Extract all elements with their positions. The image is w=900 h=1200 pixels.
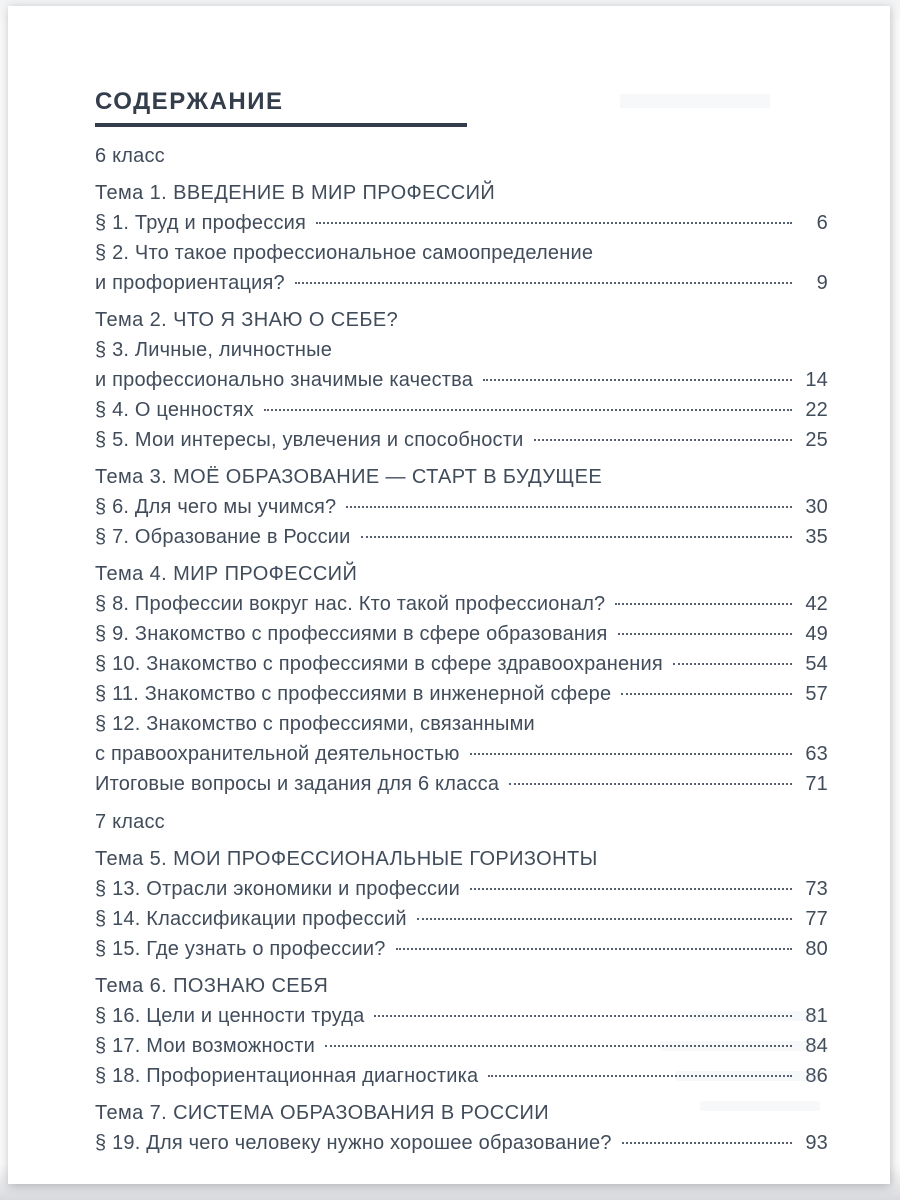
toc-entry-line: [95, 1061, 828, 1091]
page-number: 81: [805, 1005, 828, 1027]
page-number: 80: [805, 938, 828, 960]
dotted-leader: [361, 536, 792, 538]
toc-entry-line: [95, 395, 828, 425]
toc-entry-text: § 7. Образование в России: [95, 526, 351, 548]
toc-entry-line: [95, 522, 828, 552]
toc-entry-text: § 9. Знакомство с профессиями в сфере образования: [95, 623, 608, 645]
dotted-leader: [470, 888, 792, 890]
page-number: 6: [816, 212, 828, 234]
theme-heading: Тема 2. ЧТО Я ЗНАЮ О СЕБЕ?: [95, 309, 399, 331]
theme-heading: Тема 6. ПОЗНАЮ СЕБЯ: [95, 975, 329, 997]
toc-entry-line: [95, 1128, 828, 1158]
toc-entry-line: [95, 679, 828, 709]
toc-entry-line: [95, 709, 828, 739]
page-number: 35: [805, 526, 828, 548]
toc-entry-text: § 16. Цели и ценности труда: [95, 1005, 365, 1027]
toc-entry-text: Итоговые вопросы и задания для 6 класса: [95, 773, 500, 795]
dotted-leader: [483, 379, 792, 381]
grade-heading: 7 класс: [95, 811, 165, 833]
toc-entry-line: [95, 268, 828, 298]
print-bleed-artifact: [620, 94, 770, 108]
theme-heading: Тема 7. СИСТЕМА ОБРАЗОВАНИЯ В РОССИИ: [95, 1102, 550, 1124]
toc-entry-text: § 8. Профессии вокруг нас. Кто такой профессионал?: [95, 593, 606, 615]
theme-heading: Тема 3. МОЁ ОБРАЗОВАНИЕ — СТАРТ В БУДУЩЕЕ: [95, 466, 603, 488]
toc-entry-text: § 14. Классификации профессий: [95, 908, 407, 930]
toc-entry-line: [95, 335, 828, 365]
dotted-leader: [615, 603, 792, 605]
toc-entry-line: [95, 649, 828, 679]
toc-entry-text: § 15. Где узнать о профессии?: [95, 938, 386, 960]
dotted-leader: [621, 693, 792, 695]
dotted-leader: [264, 409, 792, 411]
toc-entry-line: [95, 874, 828, 904]
page-number: 54: [805, 653, 828, 675]
dotted-leader: [618, 633, 792, 635]
dotted-leader: [534, 439, 793, 441]
toc-entry-text: § 4. О ценностях: [95, 399, 254, 421]
toc-entry-line: [95, 238, 828, 268]
toc-entry-text: § 17. Мои возможности: [95, 1035, 315, 1057]
dotted-leader: [417, 918, 792, 920]
page-number: 9: [816, 272, 828, 294]
toc-title: СОДЕРЖАНИЕ: [95, 88, 284, 115]
toc-entry-text: § 6. Для чего мы учимся?: [95, 496, 337, 518]
toc-entry-text: § 13. Отрасли экономики и профессии: [95, 878, 460, 900]
toc-entry-line: [95, 619, 828, 649]
theme-heading: Тема 4. МИР ПРОФЕССИЙ: [95, 563, 358, 585]
page-number: 63: [805, 743, 828, 765]
toc-entry-line: [95, 208, 828, 238]
dotted-leader: [295, 282, 792, 284]
toc-entry-text: § 11. Знакомство с профессиями в инженерной сфере: [95, 683, 612, 705]
page-number: 49: [805, 623, 828, 645]
toc-entry-text: и профессионально значимые качества: [95, 369, 474, 391]
toc-entry-line: [95, 1031, 828, 1061]
page-number: 30: [805, 496, 828, 518]
page-number: 14: [805, 369, 828, 391]
toc-entry-text: и профориентация?: [95, 272, 285, 294]
toc-entry-line: [95, 365, 828, 395]
toc-entry-text: § 12. Знакомство с профессиями, связанными: [95, 713, 535, 735]
toc-entry-text: § 5. Мои интересы, увлечения и способности: [95, 429, 524, 451]
page-number: 93: [805, 1132, 828, 1154]
page-number: 77: [805, 908, 828, 930]
toc-entry-text: с правоохранительной деятельностью: [95, 743, 460, 765]
page-number: 84: [805, 1035, 828, 1057]
toc-page: [8, 6, 890, 1184]
toc-entry-text: § 19. Для чего человеку нужно хорошее образование?: [95, 1132, 612, 1154]
toc-entry-text: § 10. Знакомство с профессиями в сфере здравоохранения: [95, 653, 663, 675]
grade-heading: 6 класс: [95, 145, 165, 167]
toc-entry-line: [95, 425, 828, 455]
page-number: 86: [805, 1065, 828, 1087]
dotted-leader: [325, 1045, 792, 1047]
dotted-leader: [470, 753, 792, 755]
page-number: 71: [805, 773, 828, 795]
title-underline: [95, 123, 467, 127]
toc-entry-line: [95, 769, 828, 799]
toc-entry-line: [95, 739, 828, 769]
toc-entry-line: [95, 492, 828, 522]
dotted-leader: [346, 506, 792, 508]
toc-entry-text: § 1. Труд и профессия: [95, 212, 307, 234]
toc-list: [95, 141, 828, 1158]
page-number: 25: [805, 429, 828, 451]
page-number: 73: [805, 878, 828, 900]
page-number: 57: [805, 683, 828, 705]
print-bleed-artifact: [700, 1101, 820, 1111]
toc-entry-line: [95, 934, 828, 964]
toc-entry-text: § 3. Личные, личностные: [95, 339, 333, 361]
page-number: 22: [805, 399, 828, 421]
dotted-leader: [396, 948, 792, 950]
dotted-leader: [316, 222, 792, 224]
toc-entry-line: [95, 904, 828, 934]
toc-entry-text: § 2. Что такое профессиональное самоопределение: [95, 242, 594, 264]
toc-entry-text: § 18. Профориентационная диагностика: [95, 1065, 479, 1087]
theme-heading: Тема 5. МОИ ПРОФЕССИОНАЛЬНЫЕ ГОРИЗОНТЫ: [95, 848, 598, 870]
dotted-leader: [488, 1075, 792, 1077]
dotted-leader: [374, 1015, 792, 1017]
toc-entry-line: [95, 589, 828, 619]
dotted-leader: [673, 663, 792, 665]
toc-entry-line: [95, 1001, 828, 1031]
theme-heading: Тема 1. ВВЕДЕНИЕ В МИР ПРОФЕССИЙ: [95, 182, 496, 204]
dotted-leader: [509, 783, 792, 785]
page-number: 42: [805, 593, 828, 615]
dotted-leader: [622, 1142, 792, 1144]
